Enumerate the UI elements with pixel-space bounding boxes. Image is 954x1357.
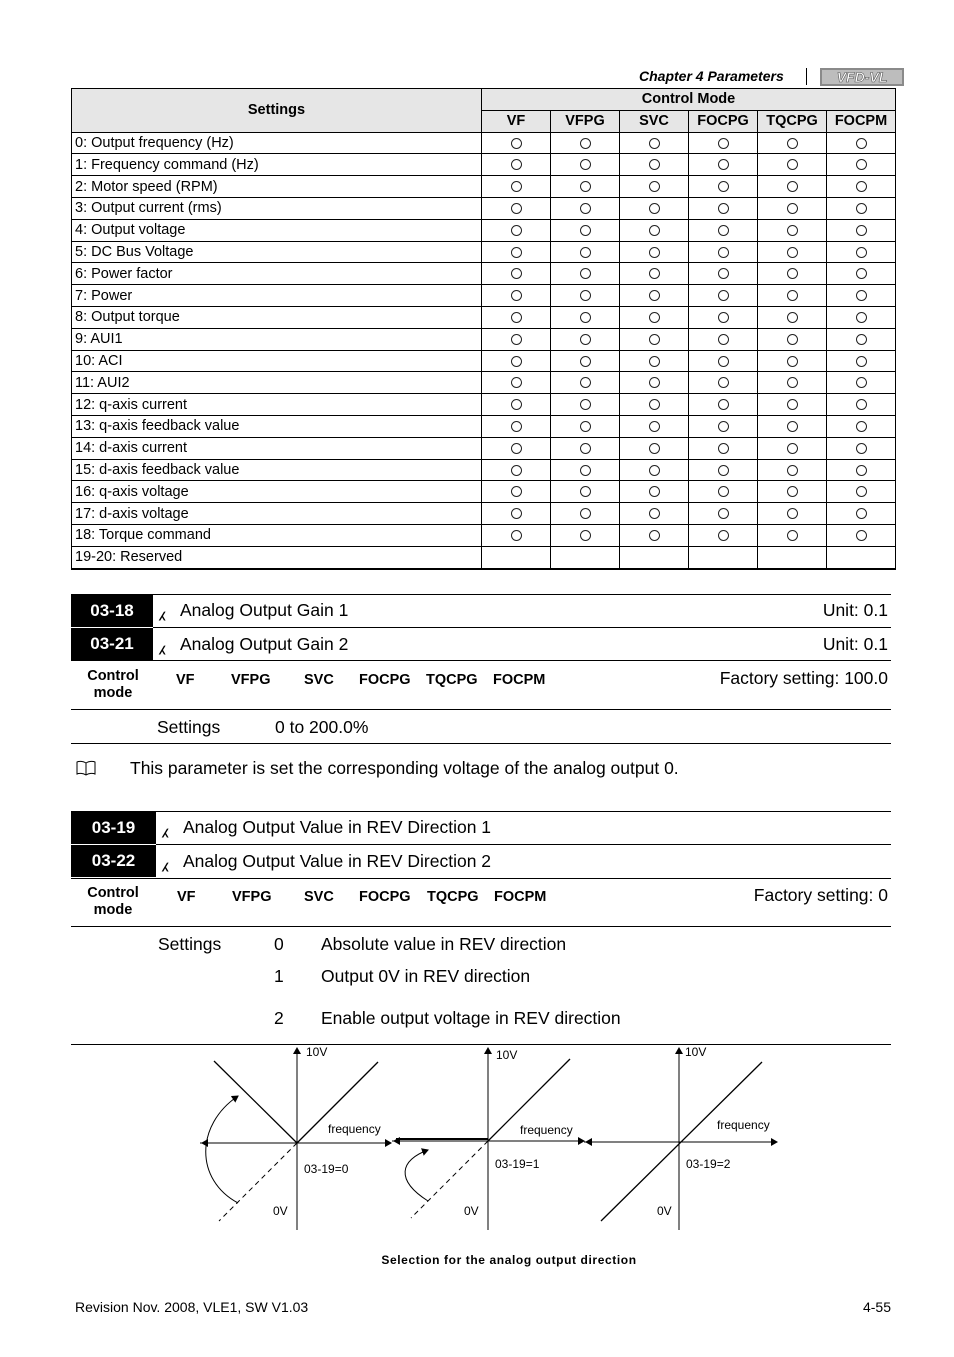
curved-arrow <box>405 1150 428 1201</box>
param-title-03-18: ⁁ Analog Output Gain 1 <box>160 600 349 620</box>
graph-rev-2 <box>584 1045 777 1230</box>
reverse-line <box>214 1061 297 1143</box>
label-0v: 0V <box>273 1204 288 1218</box>
label-10v: 10V <box>306 1045 328 1059</box>
label-setting: 03-19=1 <box>495 1157 540 1171</box>
chapter-header: Chapter 4 Parameters <box>639 68 784 84</box>
param-title-03-22: ⁁ Analog Output Value in REV Direction 2 <box>163 851 492 871</box>
setting-label: 11: AUI2 <box>72 372 482 394</box>
setting-label: 13: q-axis feedback value <box>72 415 482 437</box>
setting-label: 4: Output voltage <box>72 219 482 241</box>
mode-header-svc: SVC <box>620 110 689 132</box>
setting-label: 8: Output torque <box>72 306 482 328</box>
mode-svc: SVC <box>304 889 334 905</box>
label-setting: 03-19=0 <box>304 1162 349 1176</box>
setting-label: 16: q-axis voltage <box>72 481 482 503</box>
setting-label: 0: Output frequency (Hz) <box>72 132 482 154</box>
option-text: Output 0V in REV direction <box>321 966 531 986</box>
mode-vf: VF <box>177 889 196 905</box>
mode-header-vfpg: VFPG <box>551 110 620 132</box>
setting-label: 7: Power <box>72 285 482 307</box>
mode-tqcpg: TQCPG <box>426 672 478 688</box>
figure-caption: Selection for the analog output direction <box>381 1253 637 1267</box>
param-code-03-19: 03-19 <box>71 812 156 844</box>
note-text: This parameter is set the corresponding voltage of the analog output 0. <box>130 758 679 778</box>
mode-focpg: FOCPG <box>359 672 411 688</box>
graph-rev-0 <box>200 1045 391 1230</box>
mode-focpm: FOCPM <box>494 889 547 905</box>
label-frequency: frequency <box>328 1122 381 1136</box>
mode-tqcpg: TQCPG <box>427 889 479 905</box>
label-setting: 03-19=2 <box>686 1157 731 1171</box>
param-code-03-18: 03-18 <box>71 595 153 627</box>
setting-label: 18: Torque command <box>72 524 482 546</box>
setting-label: 5: DC Bus Voltage <box>72 241 482 263</box>
param-unit-03-18: Unit: 0.1 <box>822 600 888 620</box>
footer-revision: Revision Nov. 2008, VLE1, SW V1.03 <box>75 1299 309 1315</box>
option-text: Enable output voltage in REV direction <box>321 1008 621 1028</box>
pen-icon: ⁁ <box>163 851 168 871</box>
setting-label: 1: Frequency command (Hz) <box>72 154 482 176</box>
option-value: 0 <box>274 934 284 954</box>
factory-setting: Factory setting: 0 <box>753 885 888 905</box>
param-title-03-19: ⁁ Analog Output Value in REV Direction 1 <box>163 817 492 837</box>
label-frequency: frequency <box>520 1123 573 1137</box>
mode-focpg: FOCPG <box>359 889 411 905</box>
setting-label: 9: AUI1 <box>72 328 482 350</box>
mode-header-focpg: FOCPG <box>689 110 758 132</box>
setting-label: 15: d-axis feedback value <box>72 459 482 481</box>
control-mode-header: Control Mode <box>482 89 896 111</box>
label-frequency: frequency <box>717 1118 770 1132</box>
mode-header-focpm: FOCPM <box>827 110 896 132</box>
svg-text:VFD-VL: VFD-VL <box>836 69 888 85</box>
option-value: 2 <box>274 1008 284 1028</box>
factory-setting: Factory setting: 100.0 <box>719 668 888 688</box>
control-mode-label: Control mode <box>87 668 139 701</box>
label-0v: 0V <box>657 1204 672 1218</box>
settings-label: Settings <box>157 717 221 737</box>
pen-icon: ⁁ <box>160 634 165 654</box>
mode-vfpg: VFPG <box>232 889 272 905</box>
label-10v: 10V <box>685 1045 707 1059</box>
pen-icon: ⁁ <box>163 817 168 837</box>
option-text: Absolute value in REV direction <box>321 934 567 954</box>
footer-page-number: 4-55 <box>862 1299 891 1315</box>
control-mode-label: Control mode <box>87 885 139 918</box>
settings-range: 0 to 200.0% <box>275 717 369 737</box>
settings-label: Settings <box>158 934 222 954</box>
graph-rev-1 <box>392 1048 584 1230</box>
curved-arrow <box>206 1096 238 1203</box>
setting-label: 2: Motor speed (RPM) <box>72 176 482 198</box>
option-value: 1 <box>274 966 284 986</box>
setting-label: 3: Output current (rms) <box>72 197 482 219</box>
label-0v: 0V <box>464 1204 479 1218</box>
mode-vfpg: VFPG <box>231 672 271 688</box>
setting-label: 6: Power factor <box>72 263 482 285</box>
mode-focpm: FOCPM <box>493 672 546 688</box>
param-title-03-21: ⁁ Analog Output Gain 2 <box>160 634 349 654</box>
setting-label: 14: d-axis current <box>72 437 482 459</box>
param-unit-03-21: Unit: 0.1 <box>822 634 888 654</box>
setting-label: 12: q-axis current <box>72 394 482 416</box>
pen-icon: ⁁ <box>160 600 165 620</box>
mode-vf: VF <box>176 672 195 688</box>
mode-header-vf: VF <box>482 110 551 132</box>
param-code-03-21: 03-21 <box>71 628 153 660</box>
mode-svc: SVC <box>304 672 334 688</box>
setting-label: 17: d-axis voltage <box>72 503 482 525</box>
param-code-03-22: 03-22 <box>71 845 156 877</box>
setting-label: 10: ACI <box>72 350 482 372</box>
label-10v: 10V <box>496 1048 518 1062</box>
settings-column-header: Settings <box>72 89 482 133</box>
setting-label: 19-20: Reserved <box>72 546 482 568</box>
mode-header-tqcpg: TQCPG <box>758 110 827 132</box>
